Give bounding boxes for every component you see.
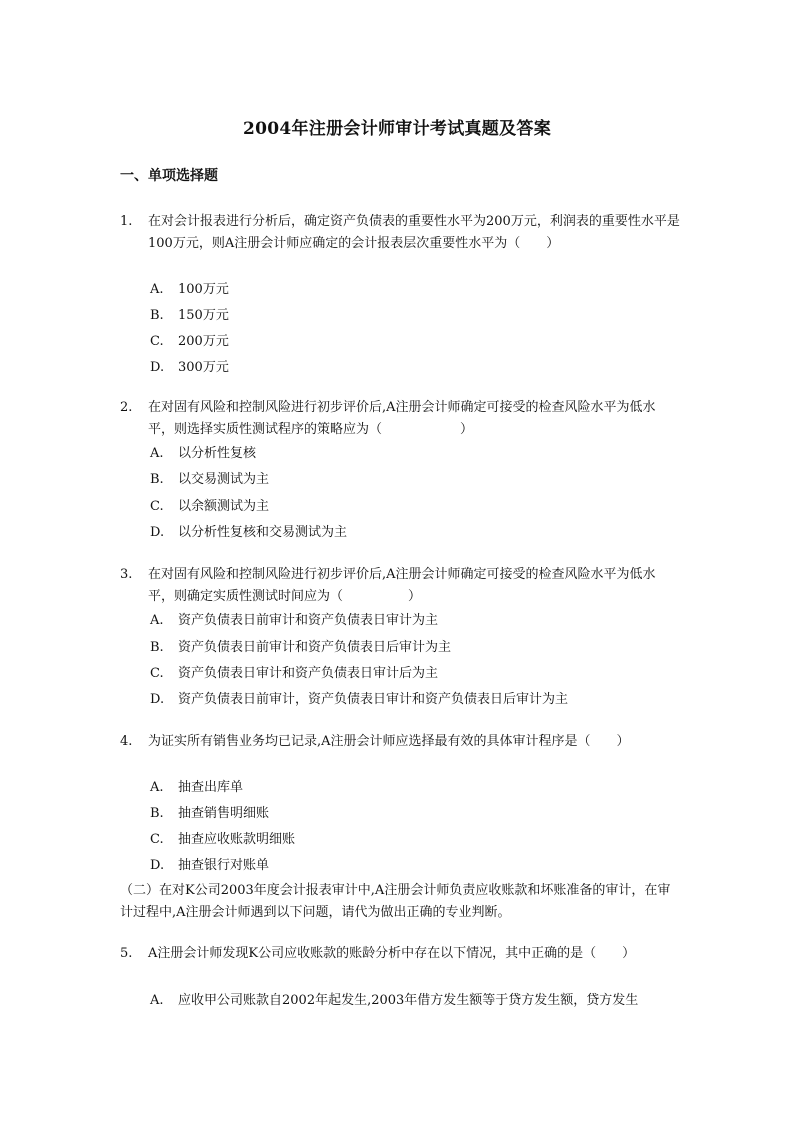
question-1	[120, 211, 680, 255]
option-2d	[150, 522, 680, 544]
option-text: 抽查应收账款明细账	[178, 832, 296, 847]
section-heading-single-choice: 一、单项选择题	[120, 168, 218, 184]
option-text: 以余额测试为主	[178, 499, 270, 514]
option-4b	[150, 803, 680, 825]
option-5a	[150, 990, 680, 1012]
option-letter: C.	[150, 499, 164, 514]
option-text: 抽查银行对账单	[178, 858, 270, 873]
option-text: 资产负债表日审计和资产负债表日审计后为主	[178, 666, 439, 681]
option-letter: A.	[150, 446, 164, 461]
option-text: 300万元	[178, 360, 229, 375]
option-text: 以交易测试为主	[178, 472, 270, 487]
option-4c	[150, 829, 680, 851]
option-letter: C.	[150, 832, 164, 847]
option-1a	[150, 279, 680, 301]
option-2c	[150, 496, 680, 518]
question-number: 3.	[120, 567, 133, 582]
option-3a	[150, 610, 680, 632]
option-text: 以分析性复核和交易测试为主	[178, 525, 348, 540]
option-text: 以分析性复核	[178, 446, 257, 461]
option-text: 100万元	[178, 282, 229, 297]
option-text: 抽查出库单	[178, 780, 244, 795]
question-stem: 在对固有风险和控制风险进行初步评价后,A注册会计师确定可接受的检查风险水平为低水平，则选择实质性测试程序的策略应为（ ）	[148, 400, 656, 437]
option-3b	[150, 637, 680, 659]
option-4a	[150, 777, 680, 799]
question-stem: A注册会计师发现K公司应收账款的账龄分析中存在以下情况，其中正确的是（ ）	[148, 946, 636, 961]
option-letter: A.	[150, 282, 164, 297]
option-1c	[150, 331, 680, 353]
question-stem: 在对固有风险和控制风险进行初步评价后,A注册会计师确定可接受的检查风险水平为低水平，则确定实质性测试时间应为（ ）	[148, 567, 656, 604]
section-two-intro: （二）在对K公司2003年度会计报表审计中,A注册会计师负责应收账款和坏账准备的审计，在审计过程中,A注册会计师遇到以下问题，请代为做出正确的专业判断。	[120, 883, 671, 920]
question-stem: 为证实所有销售业务均已记录,A注册会计师应选择最有效的具体审计程序是（ ）	[148, 734, 630, 749]
option-text: 资产负债表日前审计和资产负债表日审计为主	[178, 613, 439, 628]
question-4	[120, 731, 680, 753]
option-1b	[150, 305, 680, 327]
question-number: 4.	[120, 734, 133, 749]
page-title: 2004年注册会计师审计考试真题及答案	[242, 119, 551, 139]
option-letter: D.	[150, 360, 165, 375]
option-3c	[150, 663, 680, 685]
option-text: 200万元	[178, 334, 229, 349]
option-letter: B.	[150, 806, 164, 821]
option-letter: C.	[150, 666, 164, 681]
option-letter: A.	[150, 993, 164, 1008]
option-text: 抽查销售明细账	[178, 806, 270, 821]
question-number: 5.	[120, 946, 133, 961]
option-2b	[150, 469, 680, 491]
option-letter: B.	[150, 472, 164, 487]
option-text: 资产负债表日前审计和资产负债表日后审计为主	[178, 640, 452, 655]
option-3d	[150, 689, 680, 711]
option-2a	[150, 443, 680, 465]
option-letter: A.	[150, 780, 164, 795]
option-letter: D.	[150, 692, 165, 707]
option-letter: D.	[150, 858, 165, 873]
question-3	[120, 564, 680, 608]
option-1d	[150, 357, 680, 379]
option-letter: D.	[150, 525, 165, 540]
option-letter: A.	[150, 613, 164, 628]
option-letter: C.	[150, 334, 164, 349]
option-text: 应收甲公司账款自2002年起发生,2003年借方发生额等于贷方发生额，贷方发生	[178, 993, 639, 1008]
question-stem: 在对会计报表进行分析后，确定资产负债表的重要性水平为200万元，利润表的重要性水平是100万元，则A注册会计师应确定的会计报表层次重要性水平为（ ）	[148, 214, 680, 251]
question-2	[120, 397, 680, 441]
option-text: 资产负债表日前审计，资产负债表日审计和资产负债表日后审计为主	[178, 692, 569, 707]
question-number: 1.	[120, 214, 133, 229]
option-letter: B.	[150, 640, 164, 655]
option-text: 150万元	[178, 308, 229, 323]
question-number: 2.	[120, 400, 133, 415]
option-4d	[150, 855, 680, 877]
option-letter: B.	[150, 308, 164, 323]
question-5	[120, 943, 680, 965]
